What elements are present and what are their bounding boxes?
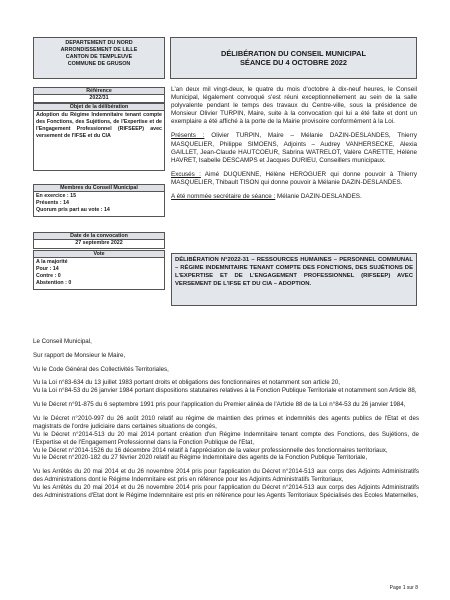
present-paragraph bbox=[171, 132, 417, 164]
members-voting: Quorum pris part au vote : 14 bbox=[36, 207, 110, 213]
body-decree-2020-182: Vu le Décret n°2020-182 du 27 février 2020 relatif au Régime Indemnitaire des agents de la Fonction Publique Territoriale, bbox=[33, 454, 368, 462]
vote-for: Pour : 14 bbox=[36, 266, 59, 272]
body-report: Sur rapport de Monsieur le Maire, bbox=[33, 351, 126, 359]
present-list: Olivier TURPIN, Maire – Mélanie DAZIN-DESLANDES, Thierry MASQUELIER, Philippe SIMOENS, Adjoints – Audrey VANHERSECKE, Alexia GAILLET, Jean-Claude HAUTCOEUR, Sabrina WATRELOT, Valère CARETTE, Hélène HAVRET, Isabelle DESCAMPS et Jacques DURIEU, Conseillers municipaux. bbox=[171, 132, 417, 164]
canton-line: CANTON DE TEMPLEUVE bbox=[65, 54, 133, 60]
body-cgct: Vu le Code Général des Collectivités Territoriales, bbox=[33, 365, 169, 373]
reference-label: Référence bbox=[33, 87, 165, 95]
object-section bbox=[33, 103, 165, 171]
session-intro bbox=[171, 86, 417, 207]
secretary-label: A été nommée secrétaire de séance : bbox=[171, 193, 276, 201]
vote-majority: A la majorité bbox=[36, 259, 68, 265]
excused-list: Aimé DUQUENNE, Hélène HEROGUER qui donne pouvoir à Thierry MASQUELIER, Thibault TISON qui donne pouvoir à Mélanie DAZIN-DESLANDES. bbox=[171, 170, 417, 186]
object-label: Objet de la délibération bbox=[33, 103, 165, 111]
convocation-label: Date de la convocation bbox=[33, 232, 165, 240]
body-arretes-2: Vu les Arrêtés du 20 mai 2014 et du 26 novembre 2014 pris pour l'application du Décret n°2014-513 aux corps des Adjoints Administratifs des Administrations d'Etat dont le Régime Indemnitaire est pris en référence pour les Agents Territoriaux Spécialisés des Ecoles Maternelles, bbox=[33, 484, 419, 499]
arrondissement-line: ARRONDISSEMENT DE LILLE bbox=[60, 47, 138, 53]
members-box bbox=[33, 192, 165, 217]
commune-line: COMMUNE DE GRUSON bbox=[67, 61, 131, 67]
department-line: DEPARTEMENT DU NORD bbox=[65, 40, 133, 46]
title-header-box bbox=[170, 37, 417, 79]
secretary-name: Mélanie DAZIN-DESLANDES. bbox=[275, 193, 362, 201]
vote-against: Contre : 0 bbox=[36, 273, 61, 279]
secretary-paragraph bbox=[171, 193, 417, 201]
reference-section bbox=[33, 87, 165, 103]
deliberation-body bbox=[33, 338, 419, 500]
members-present: Présents : 14 bbox=[36, 200, 69, 206]
excused-paragraph bbox=[171, 171, 417, 187]
members-section bbox=[33, 184, 165, 217]
page-number: Page 1 sur 8 bbox=[389, 585, 418, 591]
document-title: DÉLIBÉRATION DU CONSEIL MUNICIPAL bbox=[221, 49, 366, 58]
members-in-office: En exercice : 15 bbox=[36, 193, 77, 199]
vote-label: Vote bbox=[33, 250, 165, 258]
body-arretes-1: Vu les Arrêtés du 20 mai 2014 et du 26 novembre 2014 pris pour l'application du Décret n°2014-513 aux corps des Adjoints Administratifs des Administrations dont le Régime Indemnitaire est pris en référence pour les Adjoints Administratifs Territoriaux, bbox=[33, 468, 419, 484]
convocation-date: 27 septembre 2022 bbox=[33, 240, 165, 249]
body-council: Le Conseil Municipal, bbox=[33, 338, 92, 345]
body-law-84-53: Vu la Loi n°84-53 du 26 janvier 1984 portant dispositions statutaires relatives à la Fonction Publique Territoriale et notamment son Article 88, bbox=[33, 387, 417, 395]
body-decree-2014-513: Vu le Décret n°2014-513 du 20 mai 2014 portant création d'un Régime Indemnitaire tenant compte des Fonctions, des Sujétions, de l'Expertise et de l'Engagement Professionnel dans la Fonction Publique de l'Etat, bbox=[33, 430, 419, 446]
body-law-83-634: Vu la Loi n°83-634 du 13 juillet 1983 portant droits et obligations des fonctionnaires et notamment son article 20, bbox=[33, 379, 340, 387]
convocation-section bbox=[33, 232, 165, 249]
body-decree-91-875: Vu le Décret n°91-875 du 6 septembre 1991 pris pour l'application du Premier alinéa de l'Article 88 de la Loi n°84-53 du 26 janvier 1984, bbox=[33, 401, 406, 409]
excused-label: Excusés : bbox=[171, 170, 201, 178]
members-label: Membres du Conseil Municipal bbox=[33, 184, 165, 192]
vote-section bbox=[33, 250, 165, 290]
body-decree-2010-997: Vu le Décret n°2010-997 du 26 août 2010 relatif au régime de maintien des primes et indemnités des agents publics de l'Etat et des magistrats de l'ordre judiciaire dans certaines situations de congés, bbox=[33, 414, 419, 430]
body-decree-2014-1526: Vu le Décret n°2014-1526 du 16 décembre 2014 relatif à l'appréciation de la valeur professionnelle des fonctionnaires territoriaux, bbox=[33, 446, 388, 454]
session-date: SÉANCE DU 4 OCTOBRE 2022 bbox=[239, 58, 348, 67]
object-text: Adoption du Régime Indemnitaire tenant compte des Fonctions, des Sujétions, de l'Expertise et de l'Engagement Professionnel (RIFSEEP) avec versement de l'IFSE et du CIA bbox=[33, 111, 165, 171]
vote-box bbox=[33, 258, 165, 290]
vote-abstention: Abstention : 0 bbox=[36, 280, 72, 286]
present-label: Présents : bbox=[171, 132, 205, 140]
deliberation-title: DÉLIBÉRATION N°2022-31 – RESSOURCES HUMAINES – PERSONNEL COMMUNAL – RÉGIME INDEMNITAIRE TENANT COMPTE DES FONCTIONS, DES SUJÉTIONS DE L'EXPERTISE ET DE L'ENGAGEMENT PROFESSIONNEL (RIFSEEP) AVEC VERSEMENT DE L'IFSE ET DU CIA – ADOPTION. bbox=[171, 253, 417, 306]
reference-value: 2022/31 bbox=[33, 95, 165, 103]
commune-header-box bbox=[33, 37, 165, 79]
session-paragraph: L'an deux mil vingt-deux, le quatre du mois d'octobre à dix-neuf heures, le Conseil Municipal, légalement convoqué s'est réuni exceptionnellement au sein de la salle polyvalente pendant le temps des travaux du Centre-ville, sous la présidence de Monsieur Olivier TURPIN, Maire, suite à la convocation qui lui a été faite et dont un exemplaire a été affiché à la porte de la Mairie provisoire conformément à la Loi. bbox=[171, 86, 417, 126]
